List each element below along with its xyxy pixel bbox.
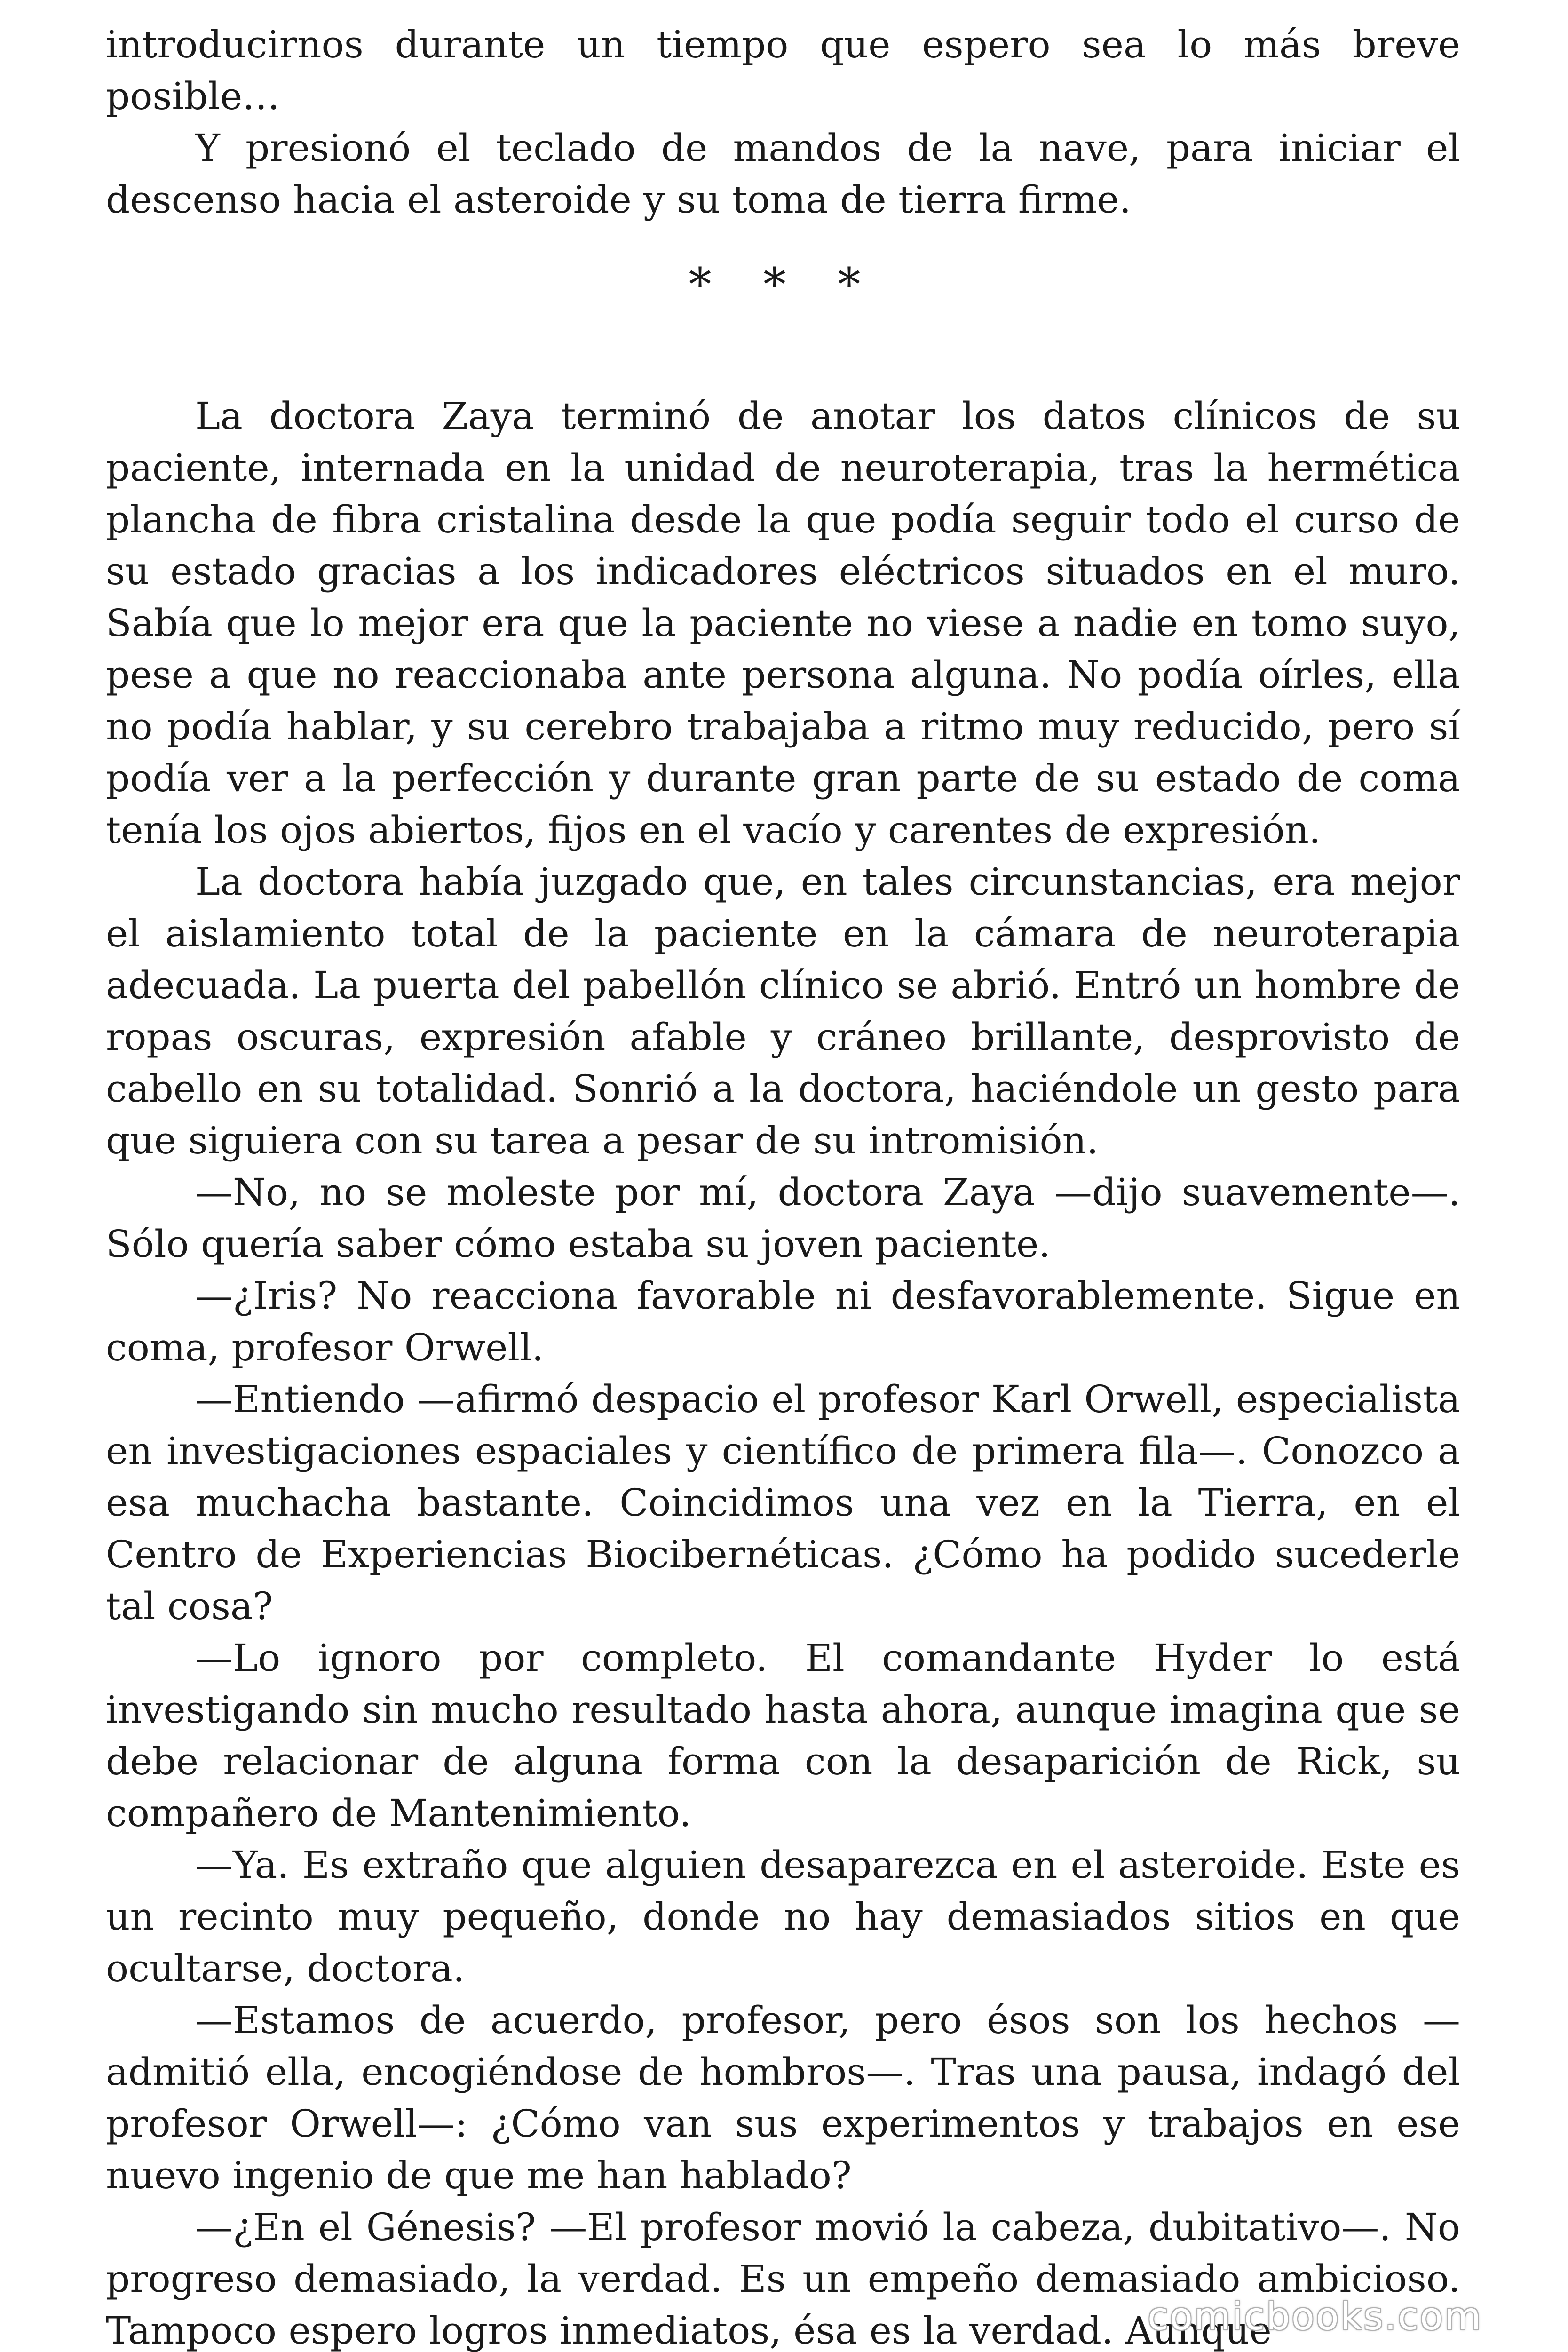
main-text-block <box>106 390 1460 2352</box>
paragraph: La doctora Zaya terminó de anotar los datos clínicos de su paciente, internada en la unidad de neuroterapia, tras la hermética plancha de fibra cristalina desde la que podía seguir todo el curso de su estado gracias a los indicadores eléctricos situados en el muro. Sabía que lo mejor era que la paciente no viese a nadie en tomo suyo, pese a que no reaccionaba ante persona alguna. No podía oírles, ella no podía hablar, y su cerebro trabajaba a ritmo muy reducido, pero sí podía ver a la perfección y durante gran parte de su estado de coma tenía los ojos abiertos, fijos en el vacío y carentes de expresión. <box>106 394 1460 852</box>
paragraph-continued: introducirnos durante un tiempo que espero sea lo más breve posible… <box>106 23 1460 118</box>
watermark-text: comicbooks.com <box>1148 2295 1483 2338</box>
dialogue-paragraph: —Lo ignoro por completo. El comandante Hyder lo está investigando sin mucho resultado hasta ahora, aunque imagina que se debe relacionar de alguna forma con la desaparición de Rick, su compañero de Mantenimiento. <box>106 1636 1460 1835</box>
paragraph: Y presionó el teclado de mandos de la nave, para iniciar el descenso hacia el asteroide y su toma de tierra firme. <box>106 126 1460 222</box>
paragraph: La doctora había juzgado que, en tales circunstancias, era mejor el aislamiento total de la paciente en la cámara de neuroterapia adecuada. La puerta del pabellón clínico se abrió. Entró un hombre de ropas oscuras, expresión afable y cráneo brillante, desprovisto de cabello en su totalidad. Sonrió a la doctora, haciéndole un gesto para que siguiera con su tarea a pesar de su intromisión. <box>106 860 1460 1162</box>
dialogue-paragraph: —No, no se moleste por mí, doctora Zaya —dijo suavemente—. Sólo quería saber cómo estaba su joven paciente. <box>106 1170 1460 1266</box>
section-separator: * * * <box>689 258 879 311</box>
dialogue-paragraph: —¿En el Génesis? —El profesor movió la cabeza, dubitativo—. No progreso demasiado, la verdad. Es un empeño demasiado ambicioso. Tampoco espero logros inmediatos, ésa es la verdad. Aunque <box>106 2205 1460 2352</box>
top-text-block <box>106 19 1460 226</box>
dialogue-paragraph: —Ya. Es extraño que alguien desaparezca en el asteroide. Este es un recinto muy pequeño, donde no hay demasiados sitios en que ocultarse, doctora. <box>106 1843 1460 1990</box>
dialogue-paragraph: —Entiendo —afirmó despacio el profesor Karl Orwell, especialista en investigaciones espaciales y científico de primera fila—. Conozco a esa muchacha bastante. Coincidimos una vez en la Tierra, en el Centro de Experiencias Biocibernéticas. ¿Cómo ha podido sucederle tal cosa? <box>106 1377 1460 1628</box>
dialogue-paragraph: —Estamos de acuerdo, profesor, pero ésos son los hechos —admitió ella, encogiéndose de hombros—. Tras una pausa, indagó del profesor Orwell—: ¿Cómo van sus experimentos y trabajos en ese nuevo ingenio de que me han hablado? <box>106 1998 1460 2197</box>
dialogue-paragraph: —¿Iris? No reacciona favorable ni desfavorablemente. Sigue en coma, profesor Orwell. <box>106 1274 1460 1369</box>
